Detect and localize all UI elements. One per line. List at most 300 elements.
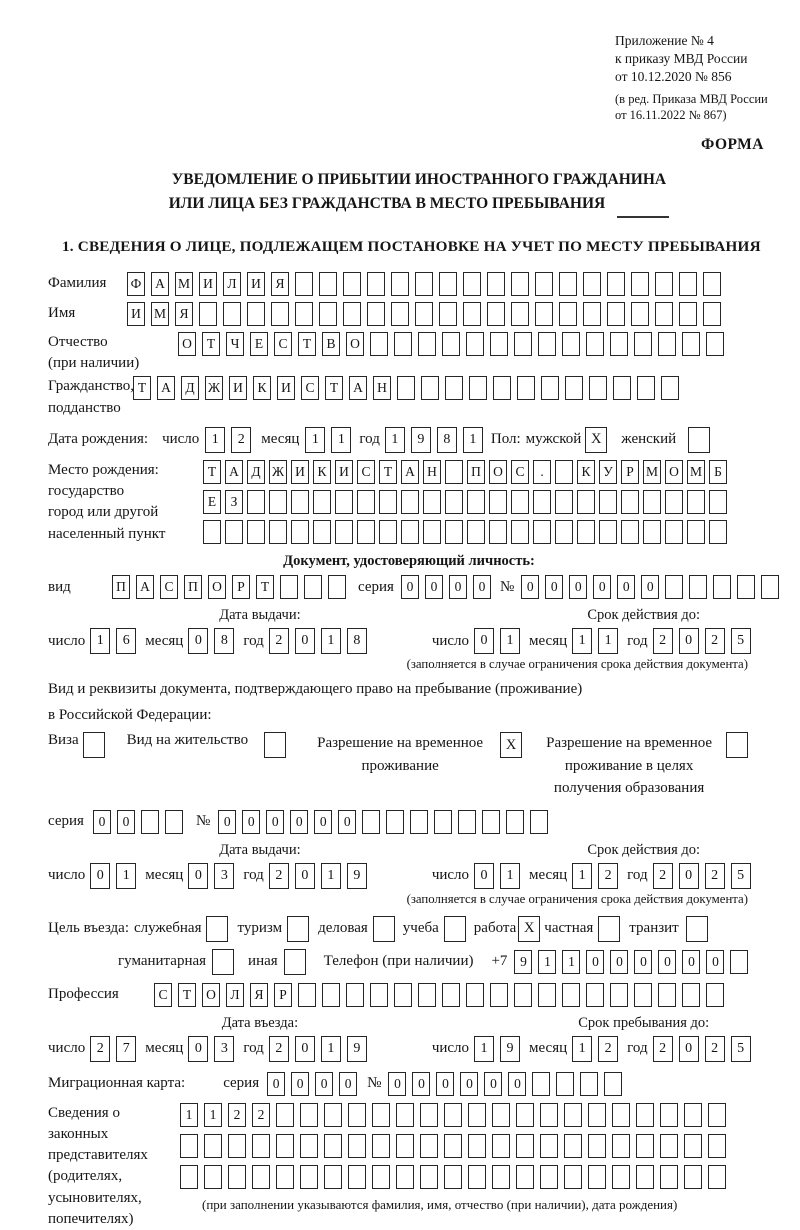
char-cell[interactable]	[535, 302, 553, 326]
char-cell[interactable]	[180, 1165, 198, 1189]
char-cell[interactable]	[684, 1103, 702, 1127]
char-cell[interactable]	[643, 490, 661, 514]
char-cell[interactable]	[517, 376, 535, 400]
char-cell[interactable]	[589, 376, 607, 400]
char-cell[interactable]: Р	[232, 575, 250, 599]
char-cell[interactable]	[492, 1103, 510, 1127]
char-cell[interactable]: 0	[314, 810, 332, 834]
char-cell[interactable]	[397, 376, 415, 400]
char-cell[interactable]	[444, 1103, 462, 1127]
char-cell[interactable]	[252, 1134, 270, 1158]
char-cell[interactable]: 2	[598, 1036, 618, 1062]
char-cell[interactable]	[679, 302, 697, 326]
char-cell[interactable]: 6	[116, 628, 136, 654]
char-cell[interactable]	[511, 272, 529, 296]
char-cell[interactable]: М	[151, 302, 169, 326]
char-cell[interactable]	[493, 376, 511, 400]
char-cell[interactable]	[372, 1103, 390, 1127]
char-cell[interactable]	[689, 575, 707, 599]
char-cell[interactable]	[322, 983, 340, 1007]
char-cell[interactable]: А	[401, 460, 419, 484]
char-cell[interactable]	[487, 272, 505, 296]
char-cell[interactable]: 8	[437, 427, 457, 453]
char-cell[interactable]	[665, 575, 683, 599]
char-cell[interactable]	[533, 520, 551, 544]
char-cell[interactable]	[516, 1134, 534, 1158]
char-cell[interactable]	[463, 272, 481, 296]
char-cell[interactable]: М	[175, 272, 193, 296]
char-cell[interactable]	[708, 1103, 726, 1127]
char-cell[interactable]	[367, 272, 385, 296]
char-cell[interactable]	[348, 1134, 366, 1158]
char-cell[interactable]	[737, 575, 755, 599]
char-cell[interactable]: 8	[347, 628, 367, 654]
char-cell[interactable]	[761, 575, 779, 599]
char-cell[interactable]	[394, 332, 412, 356]
char-cell[interactable]	[535, 272, 553, 296]
char-cell[interactable]	[203, 520, 221, 544]
char-cell[interactable]: 0	[449, 575, 467, 599]
char-cell[interactable]: 1	[572, 863, 592, 889]
visa-checkbox[interactable]	[83, 732, 105, 758]
char-cell[interactable]: Т	[379, 460, 397, 484]
char-cell[interactable]: 1	[572, 628, 592, 654]
char-cell[interactable]	[271, 302, 289, 326]
char-cell[interactable]	[467, 520, 485, 544]
char-cell[interactable]	[636, 1103, 654, 1127]
private-checkbox[interactable]	[598, 916, 620, 942]
char-cell[interactable]	[684, 1165, 702, 1189]
char-cell[interactable]	[580, 1072, 598, 1096]
char-cell[interactable]	[613, 376, 631, 400]
char-cell[interactable]: 0	[521, 575, 539, 599]
char-cell[interactable]: В	[322, 332, 340, 356]
char-cell[interactable]	[636, 1134, 654, 1158]
char-cell[interactable]	[511, 490, 529, 514]
char-cell[interactable]	[556, 1072, 574, 1096]
char-cell[interactable]: 2	[705, 1036, 725, 1062]
char-cell[interactable]	[565, 376, 583, 400]
char-cell[interactable]: 0	[290, 810, 308, 834]
char-cell[interactable]	[610, 332, 628, 356]
char-cell[interactable]	[684, 1134, 702, 1158]
char-cell[interactable]: Я	[175, 302, 193, 326]
char-cell[interactable]: 1	[205, 427, 225, 453]
char-cell[interactable]	[313, 520, 331, 544]
char-cell[interactable]: 0	[218, 810, 236, 834]
char-cell[interactable]: 0	[412, 1072, 430, 1096]
tourism-checkbox[interactable]	[287, 916, 309, 942]
char-cell[interactable]: А	[225, 460, 243, 484]
char-cell[interactable]	[463, 302, 481, 326]
char-cell[interactable]	[348, 1103, 366, 1127]
char-cell[interactable]	[442, 983, 460, 1007]
char-cell[interactable]: А	[151, 272, 169, 296]
char-cell[interactable]	[468, 1103, 486, 1127]
char-cell[interactable]	[634, 983, 652, 1007]
char-cell[interactable]	[538, 332, 556, 356]
char-cell[interactable]: 1	[321, 1036, 341, 1062]
char-cell[interactable]: 8	[214, 628, 234, 654]
char-cell[interactable]: 1	[500, 863, 520, 889]
char-cell[interactable]	[396, 1134, 414, 1158]
char-cell[interactable]: Я	[250, 983, 268, 1007]
char-cell[interactable]	[394, 983, 412, 1007]
char-cell[interactable]	[343, 302, 361, 326]
char-cell[interactable]: С	[160, 575, 178, 599]
char-cell[interactable]	[660, 1165, 678, 1189]
char-cell[interactable]	[420, 1103, 438, 1127]
char-cell[interactable]: 1	[538, 950, 556, 974]
char-cell[interactable]: 2	[228, 1103, 246, 1127]
char-cell[interactable]	[468, 1134, 486, 1158]
char-cell[interactable]	[362, 810, 380, 834]
char-cell[interactable]	[348, 1165, 366, 1189]
other-checkbox[interactable]	[284, 949, 306, 975]
char-cell[interactable]	[514, 332, 532, 356]
char-cell[interactable]: 2	[269, 1036, 289, 1062]
char-cell[interactable]: 2	[653, 1036, 673, 1062]
char-cell[interactable]	[612, 1165, 630, 1189]
char-cell[interactable]: А	[349, 376, 367, 400]
char-cell[interactable]	[665, 520, 683, 544]
char-cell[interactable]	[564, 1165, 582, 1189]
char-cell[interactable]: 0	[484, 1072, 502, 1096]
char-cell[interactable]: С	[274, 332, 292, 356]
char-cell[interactable]	[577, 490, 595, 514]
char-cell[interactable]: 0	[679, 1036, 699, 1062]
char-cell[interactable]	[295, 302, 313, 326]
char-cell[interactable]: У	[599, 460, 617, 484]
char-cell[interactable]	[634, 332, 652, 356]
char-cell[interactable]	[637, 376, 655, 400]
char-cell[interactable]	[562, 983, 580, 1007]
char-cell[interactable]: 0	[338, 810, 356, 834]
char-cell[interactable]: 0	[706, 950, 724, 974]
char-cell[interactable]	[228, 1134, 246, 1158]
char-cell[interactable]: Н	[373, 376, 391, 400]
char-cell[interactable]: П	[467, 460, 485, 484]
char-cell[interactable]: 0	[295, 863, 315, 889]
char-cell[interactable]	[442, 332, 460, 356]
char-cell[interactable]	[514, 983, 532, 1007]
char-cell[interactable]	[372, 1165, 390, 1189]
char-cell[interactable]: Л	[226, 983, 244, 1007]
char-cell[interactable]: 5	[731, 1036, 751, 1062]
char-cell[interactable]	[687, 520, 705, 544]
char-cell[interactable]: 1	[321, 628, 341, 654]
char-cell[interactable]: 1	[116, 863, 136, 889]
char-cell[interactable]	[247, 490, 265, 514]
char-cell[interactable]: 2	[653, 863, 673, 889]
char-cell[interactable]: .	[533, 460, 551, 484]
char-cell[interactable]	[492, 1134, 510, 1158]
char-cell[interactable]: 0	[188, 628, 208, 654]
char-cell[interactable]: 2	[705, 628, 725, 654]
char-cell[interactable]	[445, 376, 463, 400]
char-cell[interactable]: 1	[562, 950, 580, 974]
char-cell[interactable]: 0	[90, 863, 110, 889]
char-cell[interactable]	[564, 1103, 582, 1127]
char-cell[interactable]: И	[247, 272, 265, 296]
char-cell[interactable]: И	[277, 376, 295, 400]
char-cell[interactable]	[487, 302, 505, 326]
char-cell[interactable]	[665, 490, 683, 514]
char-cell[interactable]	[295, 272, 313, 296]
char-cell[interactable]	[335, 520, 353, 544]
char-cell[interactable]	[298, 983, 316, 1007]
char-cell[interactable]	[421, 376, 439, 400]
char-cell[interactable]: О	[178, 332, 196, 356]
char-cell[interactable]: С	[301, 376, 319, 400]
char-cell[interactable]	[709, 490, 727, 514]
char-cell[interactable]: 9	[500, 1036, 520, 1062]
char-cell[interactable]	[223, 302, 241, 326]
char-cell[interactable]: 0	[474, 863, 494, 889]
char-cell[interactable]	[706, 983, 724, 1007]
char-cell[interactable]	[511, 302, 529, 326]
char-cell[interactable]: 0	[267, 1072, 285, 1096]
char-cell[interactable]: 2	[231, 427, 251, 453]
char-cell[interactable]	[247, 302, 265, 326]
char-cell[interactable]	[300, 1103, 318, 1127]
char-cell[interactable]	[372, 1134, 390, 1158]
char-cell[interactable]	[586, 983, 604, 1007]
temp-residence-checkbox[interactable]: X	[500, 732, 522, 758]
char-cell[interactable]: 9	[411, 427, 431, 453]
char-cell[interactable]	[367, 302, 385, 326]
char-cell[interactable]: 0	[545, 575, 563, 599]
char-cell[interactable]	[420, 1134, 438, 1158]
char-cell[interactable]	[708, 1165, 726, 1189]
char-cell[interactable]	[401, 520, 419, 544]
char-cell[interactable]	[703, 272, 721, 296]
char-cell[interactable]	[466, 983, 484, 1007]
char-cell[interactable]	[467, 490, 485, 514]
char-cell[interactable]	[706, 332, 724, 356]
char-cell[interactable]: 3	[214, 863, 234, 889]
temp-residence-edu-checkbox[interactable]	[726, 732, 748, 758]
char-cell[interactable]	[391, 272, 409, 296]
char-cell[interactable]: 0	[682, 950, 700, 974]
char-cell[interactable]	[324, 1103, 342, 1127]
char-cell[interactable]: И	[291, 460, 309, 484]
char-cell[interactable]: 1	[385, 427, 405, 453]
char-cell[interactable]	[631, 272, 649, 296]
char-cell[interactable]: 0	[436, 1072, 454, 1096]
char-cell[interactable]	[291, 490, 309, 514]
char-cell[interactable]: 1	[305, 427, 325, 453]
char-cell[interactable]: П	[184, 575, 202, 599]
char-cell[interactable]: О	[346, 332, 364, 356]
char-cell[interactable]	[252, 1165, 270, 1189]
char-cell[interactable]	[370, 983, 388, 1007]
char-cell[interactable]	[165, 810, 183, 834]
char-cell[interactable]: С	[357, 460, 375, 484]
char-cell[interactable]: О	[665, 460, 683, 484]
char-cell[interactable]: А	[157, 376, 175, 400]
char-cell[interactable]: 0	[634, 950, 652, 974]
char-cell[interactable]: О	[202, 983, 220, 1007]
char-cell[interactable]: 0	[641, 575, 659, 599]
char-cell[interactable]: 9	[347, 1036, 367, 1062]
char-cell[interactable]	[709, 520, 727, 544]
char-cell[interactable]: О	[489, 460, 507, 484]
char-cell[interactable]	[391, 302, 409, 326]
transit-checkbox[interactable]	[686, 916, 708, 942]
char-cell[interactable]	[225, 520, 243, 544]
char-cell[interactable]: З	[225, 490, 243, 514]
char-cell[interactable]	[492, 1165, 510, 1189]
char-cell[interactable]: 0	[679, 628, 699, 654]
char-cell[interactable]: Д	[247, 460, 265, 484]
char-cell[interactable]	[621, 490, 639, 514]
char-cell[interactable]: Н	[423, 460, 441, 484]
char-cell[interactable]	[304, 575, 322, 599]
char-cell[interactable]: А	[136, 575, 154, 599]
char-cell[interactable]	[300, 1134, 318, 1158]
char-cell[interactable]: 0	[425, 575, 443, 599]
char-cell[interactable]	[335, 490, 353, 514]
char-cell[interactable]: 1	[598, 628, 618, 654]
char-cell[interactable]: Т	[202, 332, 220, 356]
char-cell[interactable]	[490, 332, 508, 356]
char-cell[interactable]	[204, 1165, 222, 1189]
char-cell[interactable]: 0	[508, 1072, 526, 1096]
char-cell[interactable]	[489, 520, 507, 544]
char-cell[interactable]	[506, 810, 524, 834]
char-cell[interactable]	[228, 1165, 246, 1189]
char-cell[interactable]	[396, 1103, 414, 1127]
char-cell[interactable]	[530, 810, 548, 834]
char-cell[interactable]: 3	[214, 1036, 234, 1062]
char-cell[interactable]	[588, 1134, 606, 1158]
char-cell[interactable]: Т	[256, 575, 274, 599]
char-cell[interactable]	[661, 376, 679, 400]
char-cell[interactable]: 1	[90, 628, 110, 654]
char-cell[interactable]: 5	[731, 863, 751, 889]
char-cell[interactable]: 1	[463, 427, 483, 453]
char-cell[interactable]: Ч	[226, 332, 244, 356]
char-cell[interactable]: С	[154, 983, 172, 1007]
char-cell[interactable]: Р	[621, 460, 639, 484]
char-cell[interactable]	[708, 1134, 726, 1158]
char-cell[interactable]	[458, 810, 476, 834]
char-cell[interactable]	[445, 520, 463, 544]
char-cell[interactable]: 2	[252, 1103, 270, 1127]
char-cell[interactable]: 0	[242, 810, 260, 834]
char-cell[interactable]	[660, 1103, 678, 1127]
char-cell[interactable]: 2	[598, 863, 618, 889]
char-cell[interactable]: Е	[250, 332, 268, 356]
char-cell[interactable]: 2	[90, 1036, 110, 1062]
char-cell[interactable]	[357, 490, 375, 514]
char-cell[interactable]: 0	[295, 1036, 315, 1062]
char-cell[interactable]	[532, 1072, 550, 1096]
char-cell[interactable]: 0	[188, 863, 208, 889]
char-cell[interactable]	[658, 332, 676, 356]
char-cell[interactable]: 0	[586, 950, 604, 974]
char-cell[interactable]: 0	[474, 628, 494, 654]
char-cell[interactable]: 1	[180, 1103, 198, 1127]
char-cell[interactable]	[370, 332, 388, 356]
char-cell[interactable]: Ф	[127, 272, 145, 296]
char-cell[interactable]	[588, 1103, 606, 1127]
char-cell[interactable]	[346, 983, 364, 1007]
char-cell[interactable]	[319, 272, 337, 296]
char-cell[interactable]	[682, 332, 700, 356]
char-cell[interactable]: Т	[203, 460, 221, 484]
char-cell[interactable]: О	[208, 575, 226, 599]
char-cell[interactable]	[276, 1103, 294, 1127]
char-cell[interactable]	[439, 302, 457, 326]
char-cell[interactable]	[713, 575, 731, 599]
char-cell[interactable]: 1	[331, 427, 351, 453]
char-cell[interactable]	[555, 490, 573, 514]
char-cell[interactable]: Я	[271, 272, 289, 296]
char-cell[interactable]	[555, 520, 573, 544]
char-cell[interactable]: И	[199, 272, 217, 296]
char-cell[interactable]	[396, 1165, 414, 1189]
char-cell[interactable]	[703, 302, 721, 326]
char-cell[interactable]	[313, 490, 331, 514]
char-cell[interactable]	[469, 376, 487, 400]
char-cell[interactable]	[328, 575, 346, 599]
char-cell[interactable]: 9	[347, 863, 367, 889]
char-cell[interactable]: 0	[679, 863, 699, 889]
male-checkbox[interactable]: X	[585, 427, 607, 453]
char-cell[interactable]	[604, 1072, 622, 1096]
char-cell[interactable]	[445, 490, 463, 514]
char-cell[interactable]	[204, 1134, 222, 1158]
char-cell[interactable]: 5	[731, 628, 751, 654]
char-cell[interactable]	[423, 520, 441, 544]
char-cell[interactable]: М	[643, 460, 661, 484]
char-cell[interactable]	[276, 1165, 294, 1189]
char-cell[interactable]	[357, 520, 375, 544]
char-cell[interactable]: 1	[474, 1036, 494, 1062]
work-checkbox[interactable]: X	[518, 916, 540, 942]
char-cell[interactable]	[631, 302, 649, 326]
char-cell[interactable]: Б	[709, 460, 727, 484]
business-checkbox[interactable]	[373, 916, 395, 942]
char-cell[interactable]	[621, 520, 639, 544]
char-cell[interactable]	[679, 272, 697, 296]
char-cell[interactable]: К	[577, 460, 595, 484]
char-cell[interactable]: Т	[178, 983, 196, 1007]
char-cell[interactable]	[643, 520, 661, 544]
char-cell[interactable]	[607, 272, 625, 296]
char-cell[interactable]: 7	[116, 1036, 136, 1062]
char-cell[interactable]	[445, 460, 463, 484]
char-cell[interactable]	[577, 520, 595, 544]
char-cell[interactable]	[343, 272, 361, 296]
char-cell[interactable]: Л	[223, 272, 241, 296]
humanitarian-checkbox[interactable]	[212, 949, 234, 975]
char-cell[interactable]	[655, 302, 673, 326]
char-cell[interactable]	[660, 1134, 678, 1158]
char-cell[interactable]: И	[335, 460, 353, 484]
char-cell[interactable]	[482, 810, 500, 834]
char-cell[interactable]	[418, 983, 436, 1007]
char-cell[interactable]	[607, 302, 625, 326]
char-cell[interactable]	[658, 983, 676, 1007]
char-cell[interactable]: 1	[204, 1103, 222, 1127]
char-cell[interactable]	[599, 520, 617, 544]
char-cell[interactable]	[415, 302, 433, 326]
char-cell[interactable]	[540, 1103, 558, 1127]
char-cell[interactable]: 2	[269, 863, 289, 889]
